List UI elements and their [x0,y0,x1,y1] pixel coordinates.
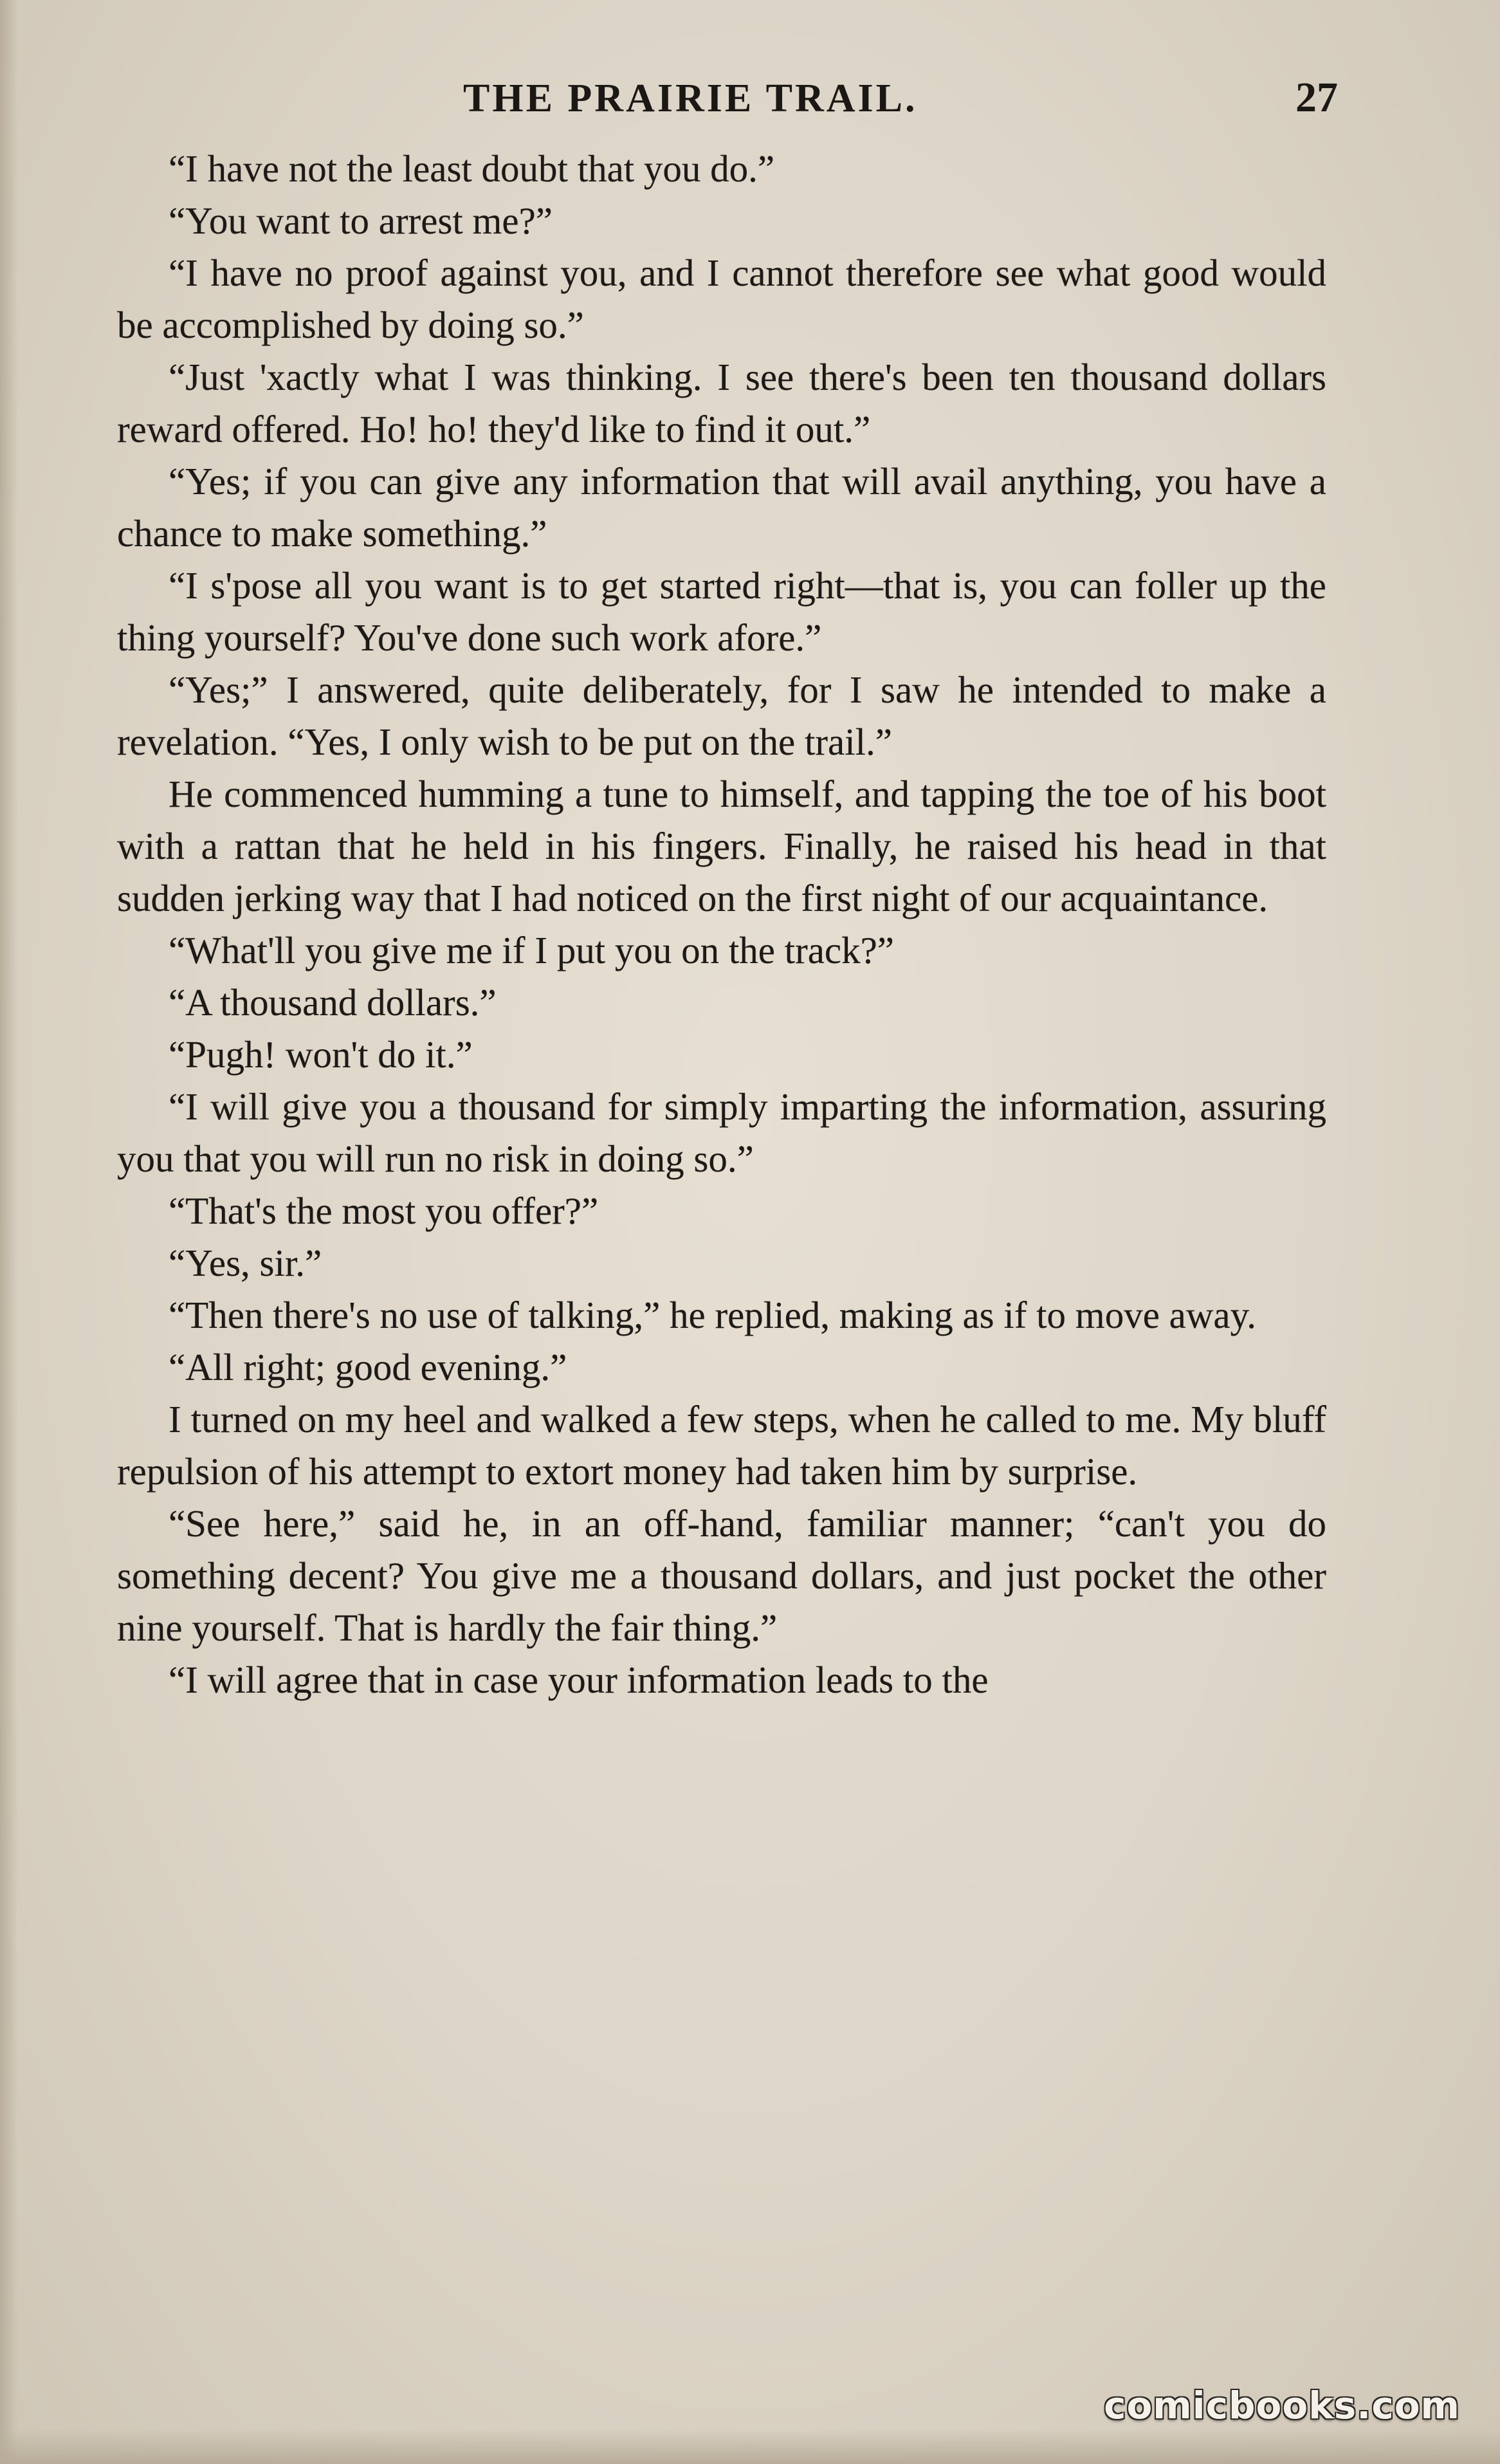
paragraph: “A thousand dollars.” [169,981,497,1024]
paragraph: “I have not the least doubt that you do.” [169,147,775,190]
paragraph: “Then there's no use of talking,” he replied, making as if to move away. [169,1294,1257,1336]
running-head [116,76,1338,134]
paragraph: “Yes;” I answered, quite deliberately, for I saw he intended to make a revelation. “Yes, I only wish to be put on the trail.” [117,668,1326,763]
body-text [117,143,1326,2195]
paragraph: “See here,” said he, in an off-hand, familiar manner; “can't you do something decent? You give me a thousand dollars, and just pocket the other nine yourself. That is hardly the fair thing.” [117,1502,1326,1649]
paragraph: “I s'pose all you want is to get started right—that is, you can foller up the thing yourself? You've done such work afore.” [117,564,1326,659]
paragraph: “You want to arrest me?” [169,199,553,242]
page-bottom-edge-shadow [0,2429,1500,2464]
paragraph: “Pugh! won't do it.” [169,1033,473,1076]
paragraph: I turned on my heel and walked a few steps, when he called to me. My bluff repulsion of his attempt to extort money had taken him by surprise. [117,1398,1326,1493]
paragraph: “I will give you a thousand for simply imparting the information, assuring you that you will run no risk in doing so.” [117,1085,1326,1180]
page-number: 27 [1295,74,1338,121]
paragraph: “All right; good evening.” [169,1346,567,1388]
paragraph: “Yes, sir.” [169,1242,322,1284]
paragraph: “That's the most you offer?” [169,1190,599,1232]
paragraph: He commenced humming a tune to himself, and tapping the toe of his boot with a rattan that he held in his fingers. Finally, he raised his head in that sudden jerking way that I had noticed on the first night of our acquaintance. [117,773,1326,919]
paragraph: “Yes; if you can give any information that will avail anything, you have a chance to make something.” [117,460,1326,555]
page-left-edge-shadow [0,0,18,2464]
paragraph: “What'll you give me if I put you on the track?” [169,929,894,971]
paragraph: “I will agree that in case your information leads to the [169,1659,989,1701]
paragraph: “I have no proof against you, and I cannot therefore see what good would be accomplished by doing so.” [117,252,1326,346]
watermark-logo: comicbooks.com [1104,2384,1460,2427]
paragraph: “Just 'xactly what I was thinking. I see there's been ten thousand dollars reward offered. Ho! ho! they'd like to find it out.” [117,356,1326,450]
running-head-title: THE PRAIRIE TRAIL. [463,77,918,120]
